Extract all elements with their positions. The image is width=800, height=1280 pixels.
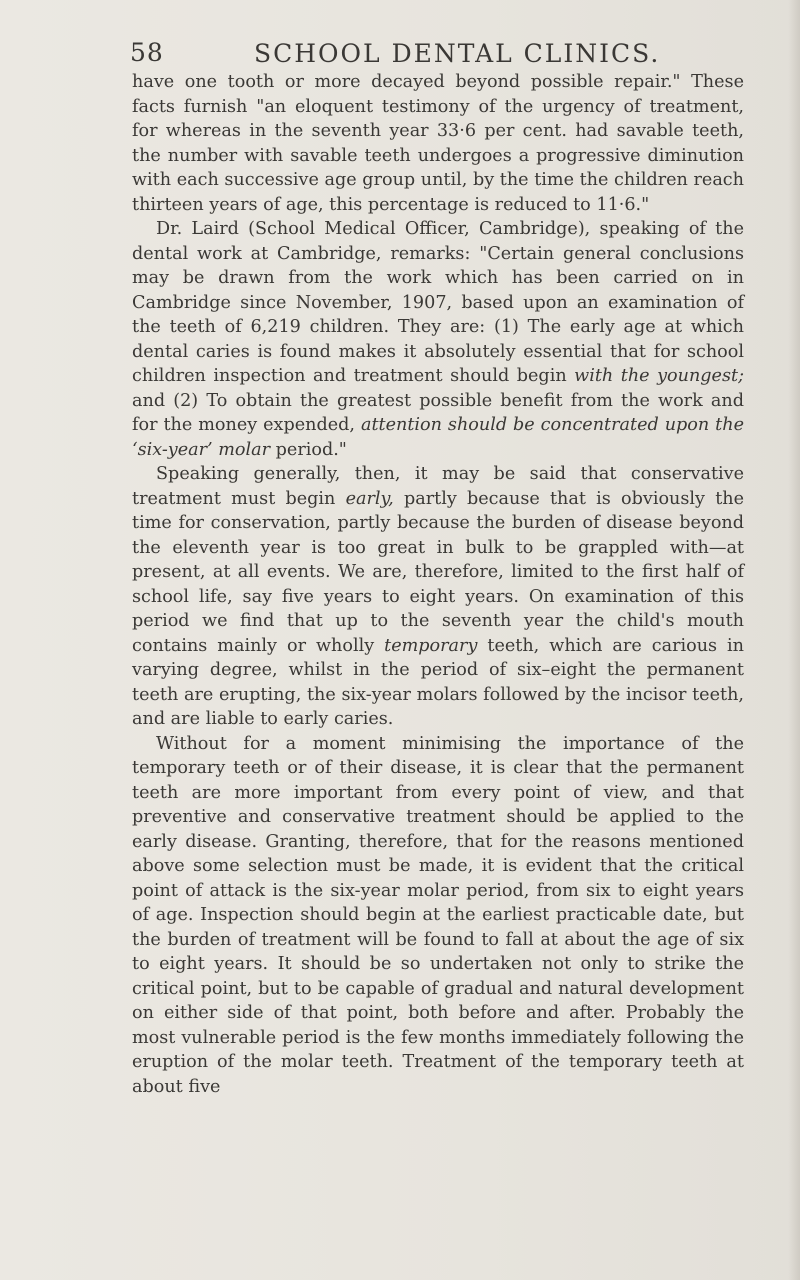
paragraph: [132, 70, 744, 217]
text-run: Dr. Laird (School Medical Officer, Cambridge), speaking of the dental work at Cambridge, remarks: "Certain general conclusions may be drawn from the work which has been carried on in Cambridge since November, 1907, based upon an examination of the teeth of 6,219 children. They are: (1) The early age at which dental caries is found makes it absolutely essential that for school children inspection and treatment should begin: [132, 219, 744, 386]
text-run: partly because that is obviously the time for conservation, partly because the burden of disease beyond the eleventh year is too great in bulk to be grappled with—at present, at all events. We are, therefore, limited to the first half of school life, say five years to eight years. On examination of this period we find that up to the seventh year the child's mouth contains mainly or wholly: [132, 488, 745, 656]
italic-text: temporary: [384, 635, 478, 656]
paragraph: [132, 732, 744, 1100]
italic-text: with the youngest;: [574, 366, 744, 386]
page-edge: [788, 0, 800, 1280]
text-run: teeth, which are carious in varying degree, whilst in the period of six–eight the permanent teeth are erupting, the six-year molars followed by the incisor teeth, and are liable to early caries.: [132, 635, 744, 729]
italic-text: early,: [345, 488, 394, 509]
running-head: SCHOOL DENTAL CLINICS.: [254, 39, 661, 68]
text-run: period.": [270, 439, 347, 460]
paragraph: [132, 217, 744, 462]
page-number: 58: [130, 38, 164, 67]
text-run: Without for a moment minimising the importance of the temporary teeth or of their disease, it is clear that the permanent teeth are more important from every point of view, and that preventive and conservative treatment should be applied to the early disease. Granting, therefore, that for the reasons mentioned above some selection must be made, it is evident that the critical point of attack is the six-year molar period, from six to eight years of age. Inspection should begin at the earliest practicable date, but the burden of treatment will be found to fall at about the age of six to eight years. It should be so undertaken not only to strike the critical point, but to be capable of gradual and natural development on either side of that point, both before and after. Probably the most vulnerable period is the few months immediately following the eruption of the molar teeth. Treatment of the temporary teeth at about five: [132, 733, 744, 1097]
page-header: [130, 38, 661, 74]
text-run: have one tooth or more decayed beyond possible repair." These facts furnish "an eloquent testimony of the urgency of treatment, for whereas in the seventh year 33·6 per cent. had savable teeth, the number with savable teeth undergoes a progressive diminution with each successive age group until, by the time the children reach thirteen years of age, this percentage is reduced to 11·6.": [132, 72, 744, 215]
text-run: Speaking generally, then, it may be said that conservative treatment must begin: [132, 464, 744, 509]
italic-text: attention should be concentrated upon the ‘six-year’ molar: [132, 415, 744, 460]
body-text: [132, 70, 744, 1099]
paragraph: [132, 462, 744, 732]
text-run: and (2) To obtain the greatest possible benefit from the work and for the money expended,: [132, 390, 744, 435]
